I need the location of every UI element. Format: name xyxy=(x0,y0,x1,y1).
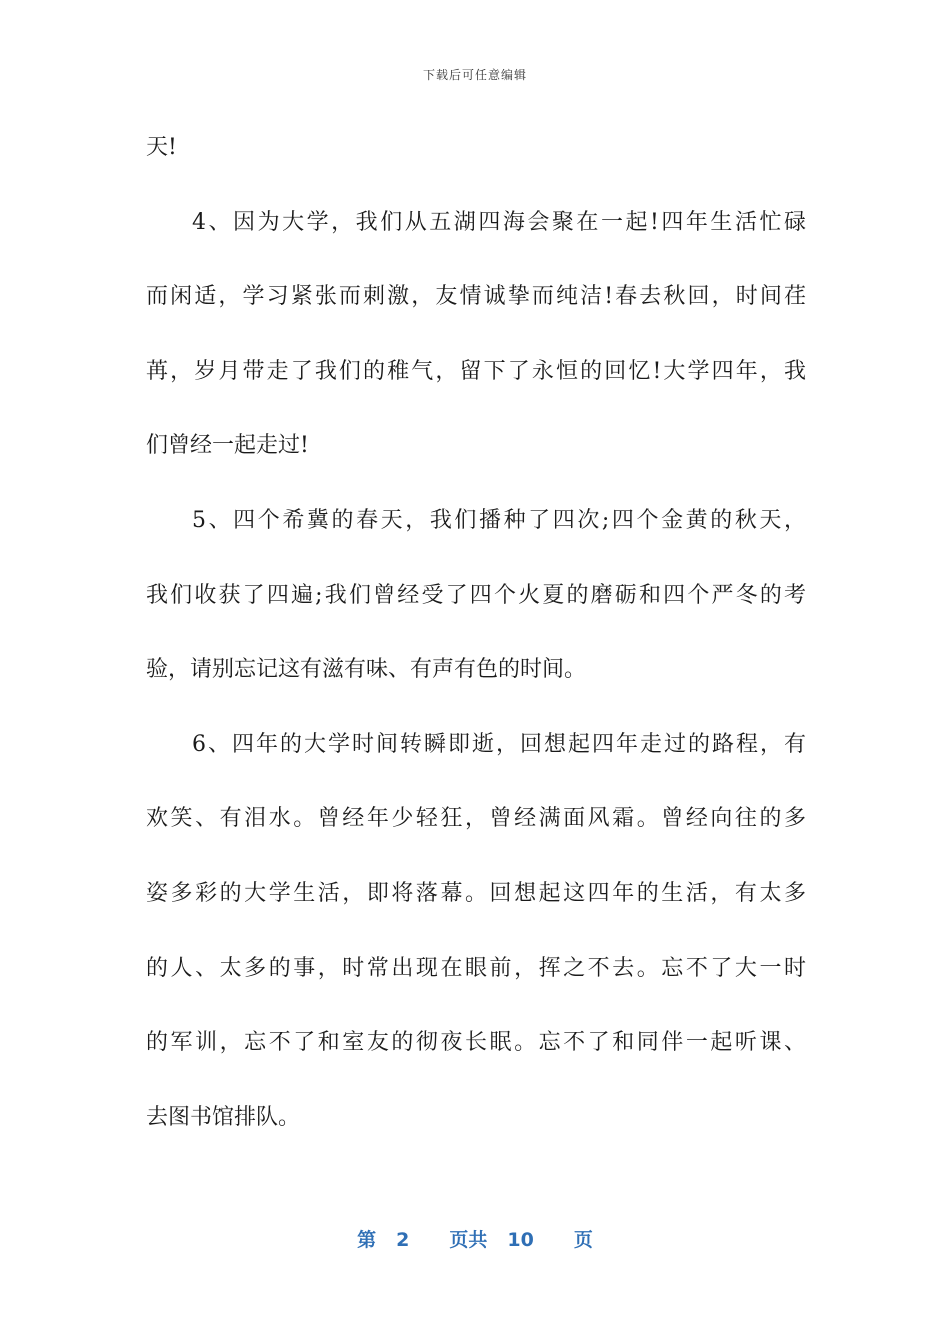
footer-label-ye-gong: 页共 xyxy=(449,1229,488,1251)
footer-label-ye: 页 xyxy=(573,1229,593,1251)
text-line: 们曾经一起走过! xyxy=(146,433,309,459)
footer-label-di: 第 xyxy=(357,1229,377,1251)
header-note: 下载后可任意编辑 xyxy=(422,68,527,82)
text-line: 欢笑、有泪水。曾经年少轻狂，曾经满面风霜。曾经向往的多 xyxy=(146,806,806,832)
text-line: 而闲适，学习紧张而刺激，友情诚挚而纯洁!春去秋回，时间荏 xyxy=(146,284,806,310)
footer-page-current: 2 xyxy=(396,1229,410,1251)
text-line: 5、四个希冀的春天，我们播种了四次;四个金黄的秋天， xyxy=(192,507,806,533)
text-line: 4、因为大学，我们从五湖四海会聚在一起!四年生活忙碌 xyxy=(192,209,806,235)
text-line: 的人、太多的事，时常出现在眼前，挥之不去。忘不了大一时 xyxy=(146,955,806,981)
text-line: 验，请别忘记这有滋有味、有声有色的时间。 xyxy=(146,657,587,683)
document-body xyxy=(146,128,806,1172)
text-line: 去图书馆排队。 xyxy=(146,1104,301,1130)
page-footer xyxy=(0,1225,950,1252)
footer-page-total: 10 xyxy=(507,1229,534,1251)
text-line: 天! xyxy=(146,135,177,160)
text-line: 的军训，忘不了和室友的彻夜长眠。忘不了和同伴一起听课、 xyxy=(146,1030,806,1056)
text-line: 我们收获了四遍;我们曾经受了四个火夏的磨砺和四个严冬的考 xyxy=(146,582,806,608)
text-line: 苒，岁月带走了我们的稚气，留下了永恒的回忆!大学四年，我 xyxy=(146,358,806,384)
text-line: 6、四年的大学时间转瞬即逝，回想起四年走过的路程，有 xyxy=(192,731,806,757)
text-line: 姿多彩的大学生活，即将落幕。回想起这四年的生活，有太多 xyxy=(146,880,806,906)
